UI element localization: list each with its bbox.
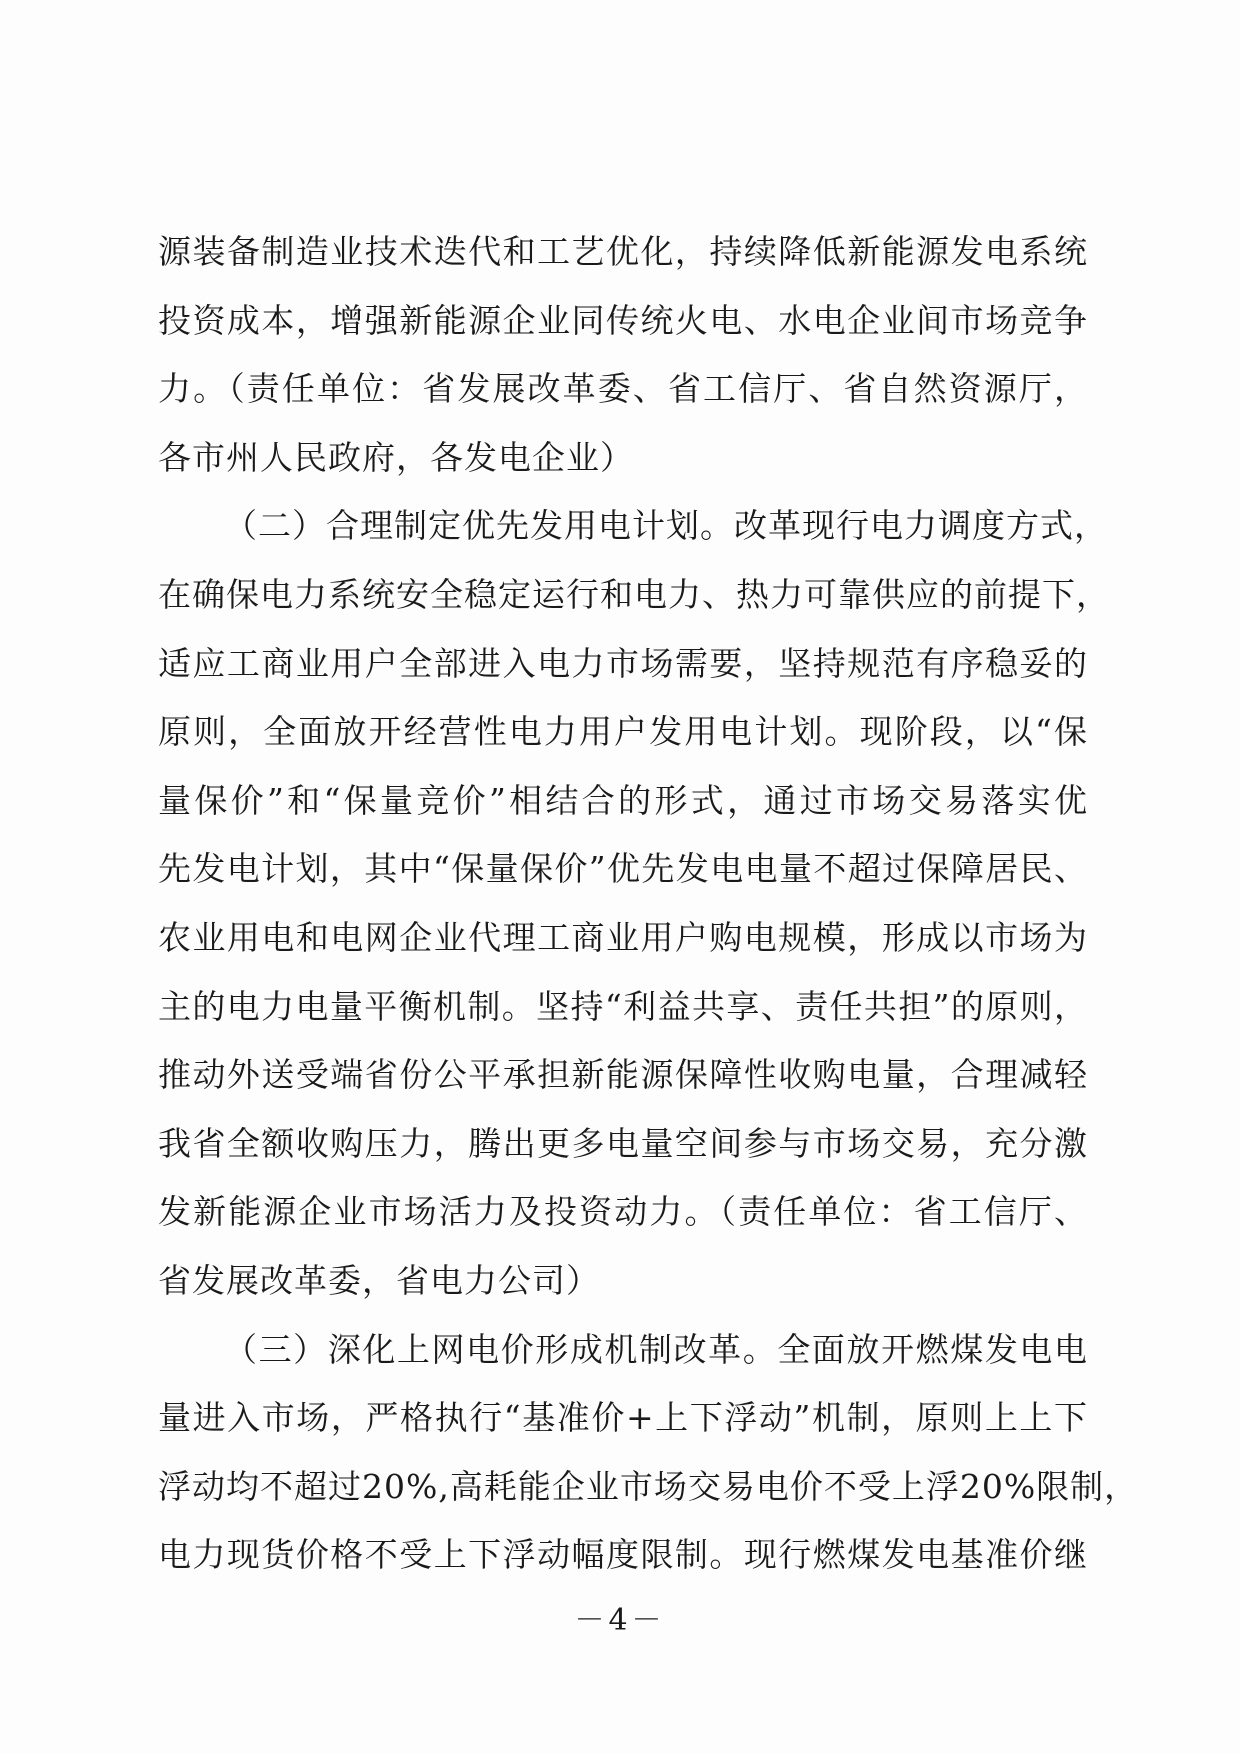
text-line: 浮动均不超过20%,高耗能企业市场交易电价不受上浮20%限制， (158, 1466, 1139, 1506)
text-line: 力。（责任单位：省发展改革委、省工信厅、省自然资源厅， (158, 369, 1088, 409)
text-line: 我省全额收购压力，腾出更多电量空间参与市场交易，充分激 (158, 1123, 1088, 1163)
text-line: 量保价”和“保量竞价”相结合的形式，通过市场交易落实优 (158, 780, 1088, 820)
text-line: 电力现货价格不受上下浮动幅度限制。现行燃煤发电基准价继 (158, 1535, 1088, 1575)
text-line: 农业用电和电网企业代理工商业用户购电规模，形成以市场为 (158, 917, 1088, 957)
page-number: －4－ (574, 1603, 666, 1638)
text-line: 量进入市场，严格执行“基准价+上下浮动”机制，原则上上下 (158, 1398, 1088, 1438)
text-line: 先发电计划，其中“保量保价”优先发电电量不超过保障居民、 (158, 849, 1088, 889)
text-line: 各市州人民政府，各发电企业） (158, 437, 634, 477)
text-line: 主的电力电量平衡机制。坚持“利益共享、责任共担”的原则， (158, 986, 1088, 1026)
text-line: 在确保电力系统安全稳定运行和电力、热力可靠供应的前提下， (158, 574, 1110, 614)
body-text (158, 218, 1139, 1590)
text-line: 适应工商业用户全部进入电力市场需要，坚持规范有序稳妥的 (158, 643, 1088, 683)
text-line: 源装备制造业技术迭代和工艺优化，持续降低新能源发电系统 (158, 232, 1088, 271)
section-heading-line: （二）合理制定优先发用电计划。改革现行电力调度方式， (224, 506, 1108, 546)
text-line: 推动外送受端省份公平承担新能源保障性收购电量，合理减轻 (158, 1055, 1088, 1095)
text-line: 省发展改革委，省电力公司） (158, 1260, 600, 1300)
section-heading-line: （三）深化上网电价形成机制改革。全面放开燃煤发电电 (224, 1329, 1088, 1369)
text-line: 发新能源企业市场活力及投资动力。（责任单位：省工信厅、 (158, 1192, 1088, 1232)
text-line: 原则，全面放开经营性电力用户发用电计划。现阶段，以“保 (158, 712, 1088, 752)
text-line: 投资成本，增强新能源企业同传统火电、水电企业间市场竞争 (158, 300, 1088, 340)
